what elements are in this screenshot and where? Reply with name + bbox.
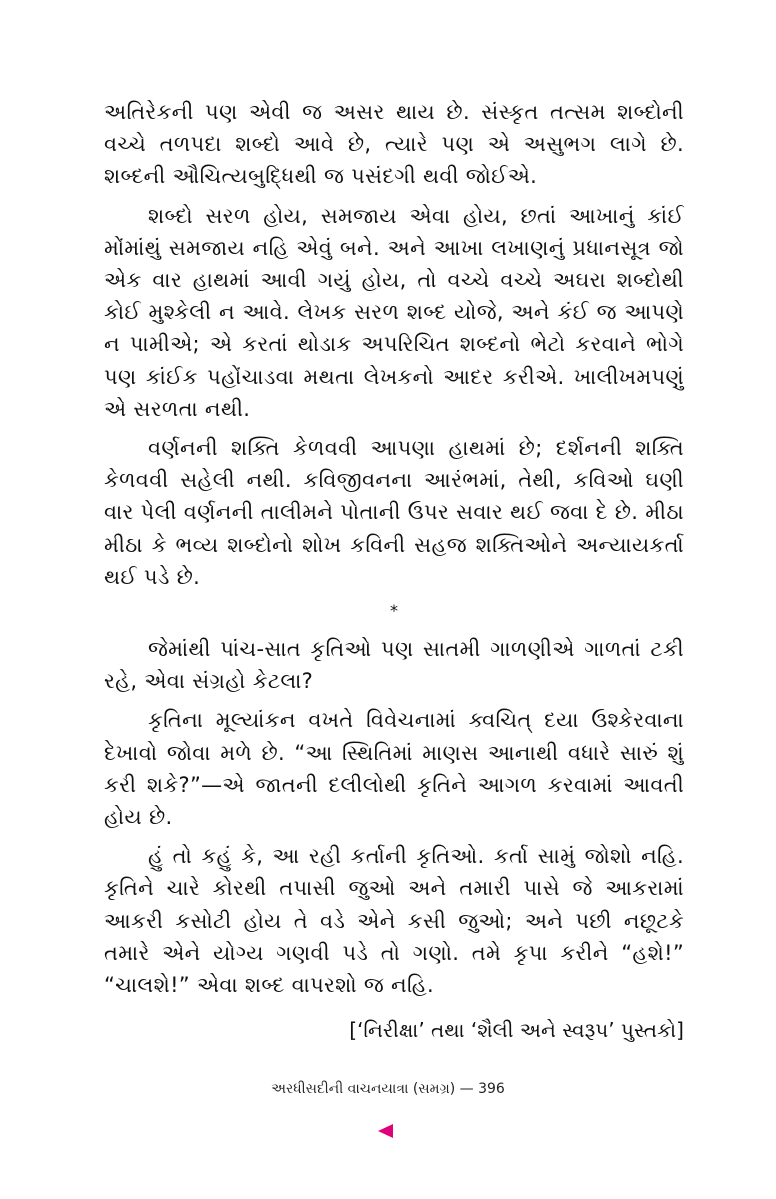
paragraph-2: શબ્દો સરળ હોય, સમજાય એવા હોય, છતાં આખાનું કાંઈ મોંમાંથું સમજાય નહિ એવું બને. અને આખા લખાણનું પ્રધાનસૂત્ર જો એક વાર હાથમાં આવી ગયું હોય, તો વચ્ચે વચ્ચે અઘરા શબ્દોથી કોઈ મુશ્કેલી ન આવે. લેખક સરળ શબ્દ યોજે, અને કંઈ જ આપણે ન પામીએ; એ કરતાં થોડાક અપરિચિત શબ્દનો ભેટો કરવાને ભોગે પણ કાંઈક પહોંચાડવા મથતા લેખકનો આદર કરીએ. ખાલીખમપણું એ સરળતા નથી. xyxy=(104,203,684,421)
previous-page-icon[interactable] xyxy=(378,1124,393,1138)
page-footer: અરધીસદીની વાચનયાત્રા (સમગ્ર) — 396 xyxy=(271,1081,505,1097)
source-citation: [‘નિરીક્ષા’ તથા ‘શૈલી અને સ્વરૂપ’ પુસ્તકો] xyxy=(349,1018,684,1043)
paragraph-6: હું તો કહું કે, આ રહી કર્તાની કૃતિઓ. કર્તા સામું જોશો નહિ. કૃતિને ચારે કોરથી તપાસી જુઓ અને તમારી પાસે જે આકરામાં આકરી કસોટી હોય તે વડે એને કસી જુઓ; અને પછી નછૂટકે તમારે એને યોગ્ય ગણવી પડે તો ગણો. તમે કૃપા કરીને “હશે!” “ચાલશે!” એવા શબ્દ વાપરશો જ નહિ. xyxy=(104,844,684,998)
paragraph-4: જેમાંથી પાંચ-સાત કૃતિઓ પણ સાતમી ગાળણીએ ગાળતાં ટકી રહે, એવા સંગ્રહો કેટલા? xyxy=(104,637,684,694)
section-separator: * xyxy=(390,601,398,621)
paragraph-1: અતિરેકની પણ એવી જ અસર થાય છે. સંસ્કૃત તત્સમ શબ્દોની વચ્ચે તળપદા શબ્દો આવે છે, ત્યારે પણ એ અસુભગ લાગે છે. શબ્દની ઔચિત્યબુદ્ધિથી જ પસંદગી થવી જોઈએ. xyxy=(104,100,684,189)
paragraph-5: કૃતિના મૂલ્યાંકન વખતે વિવેચનામાં ક્વચિત્ દયા ઉશ્કેરવાના દેખાવો જોવા મળે છે. “આ સ્થિતિમાં માણસ આનાથી વધારે સારું શું કરી શકે?”—એ જાતની દલીલોથી કૃતિને આગળ કરવામાં આવતી હોય છે. xyxy=(104,708,684,830)
page-content xyxy=(104,96,684,1045)
paragraph-3: વર્ણનની શક્તિ કેળવવી આપણા હાથમાં છે; દર્શનની શક્તિ કેળવવી સહેલી નથી. કવિજીવનના આરંભમાં, તેથી, કવિઓ ઘણી વાર પેલી વર્ણનની તાલીમને પોતાની ઉપર સવાર થઈ જવા દે છે. મીઠા મીઠા કે ભવ્ય શબ્દોનો શોખ કવિની સહજ શક્તિઓને અન્યાયકર્તા થઈ પડે છે. xyxy=(104,436,684,589)
